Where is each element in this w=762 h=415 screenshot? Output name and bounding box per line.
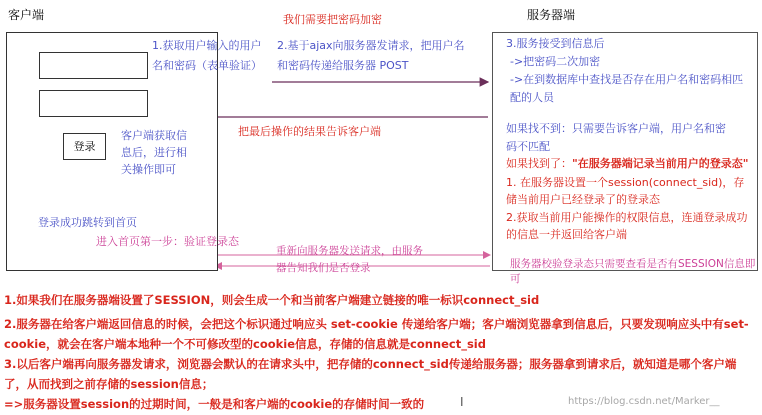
encrypt-note: 我们需要把密码加密: [283, 13, 382, 26]
resend-note: 重新向服务器发送请求，由服务器告知我们是否登录: [276, 245, 423, 274]
client-after-note: 客户端获取信息后，进行相关操作即可: [121, 129, 187, 176]
note-2: 2.服务器在给客户端返回信息的时候，会把这个标识通过响应头 set-cookie 传递给客户端；客户端浏览器拿到信息后，只要发现响应头中有set-cookie，就会在客户端本地种一个不可修改型的cookie信息，存储的信息就是connect_sid: [4, 317, 749, 351]
server-step3-a: ->把密码二次加密: [510, 55, 601, 68]
jump-note: 登录成功跳转到首页: [38, 216, 137, 229]
server-found: [506, 156, 751, 172]
server-step3-b: ->在到数据库中查找是否存在用户名和密码相匹配的人员: [510, 73, 744, 104]
server-steps: [506, 35, 746, 107]
text-cursor-icon: I: [460, 395, 464, 409]
client-step2: 2.基于ajax向服务器发请求，把用户名和密码传递给服务器 POST: [277, 39, 465, 72]
server-title: 服务器端: [527, 8, 576, 22]
password-input[interactable]: [39, 90, 148, 117]
note-4: =>服务器设置session的过期时间，一般是和客户端的cookie的存储时间一致的: [4, 397, 425, 411]
server-step3-title: 3.服务接受到信息后: [506, 37, 605, 50]
return-note: 把最后操作的结果告诉客户端: [238, 125, 381, 138]
watermark: https://blog.csdn.net/Marker__: [568, 396, 720, 407]
username-input[interactable]: [39, 52, 148, 79]
client-title: 客户端: [8, 8, 45, 22]
server-not-found: 如果找不到：只需要告诉客户端，用户名和密码不匹配: [506, 122, 726, 153]
found-prefix: 如果找到了：: [506, 157, 572, 170]
server-found-1: 1. 在服务器设置一个session(connect_sid)，存储当前用户已经登录了的登录态: [506, 176, 745, 206]
server-verify-note: 服务器校验登录态只需要查看是否有SESSION信息即可: [510, 258, 756, 285]
client-step1: 1.获取用户输入的用户名和密码（表单验证）: [152, 39, 262, 72]
note-1: 1.如果我们在服务器端设置了SESSION，则会生成一个和当前客户端建立链接的唯一标识connect_sid: [4, 293, 540, 307]
login-button[interactable]: 登录: [63, 133, 106, 160]
server-found-2: 2.获取当前用户能操作的权限信息，连通登录成功的信息一并返回给客户端: [506, 211, 748, 241]
note-3: 3.以后客户端再向服务器发请求，浏览器会默认的在请求头中，把存储的connect_sid传递给服务器；服务器拿到请求后，就知道是哪个客户端了，从而找到之前存储的session信息；: [4, 357, 737, 391]
homepage-note: 进入首页第一步：验证登录态: [96, 235, 239, 248]
found-emph: "在服务器端记录当前用户的登录态": [572, 157, 749, 170]
